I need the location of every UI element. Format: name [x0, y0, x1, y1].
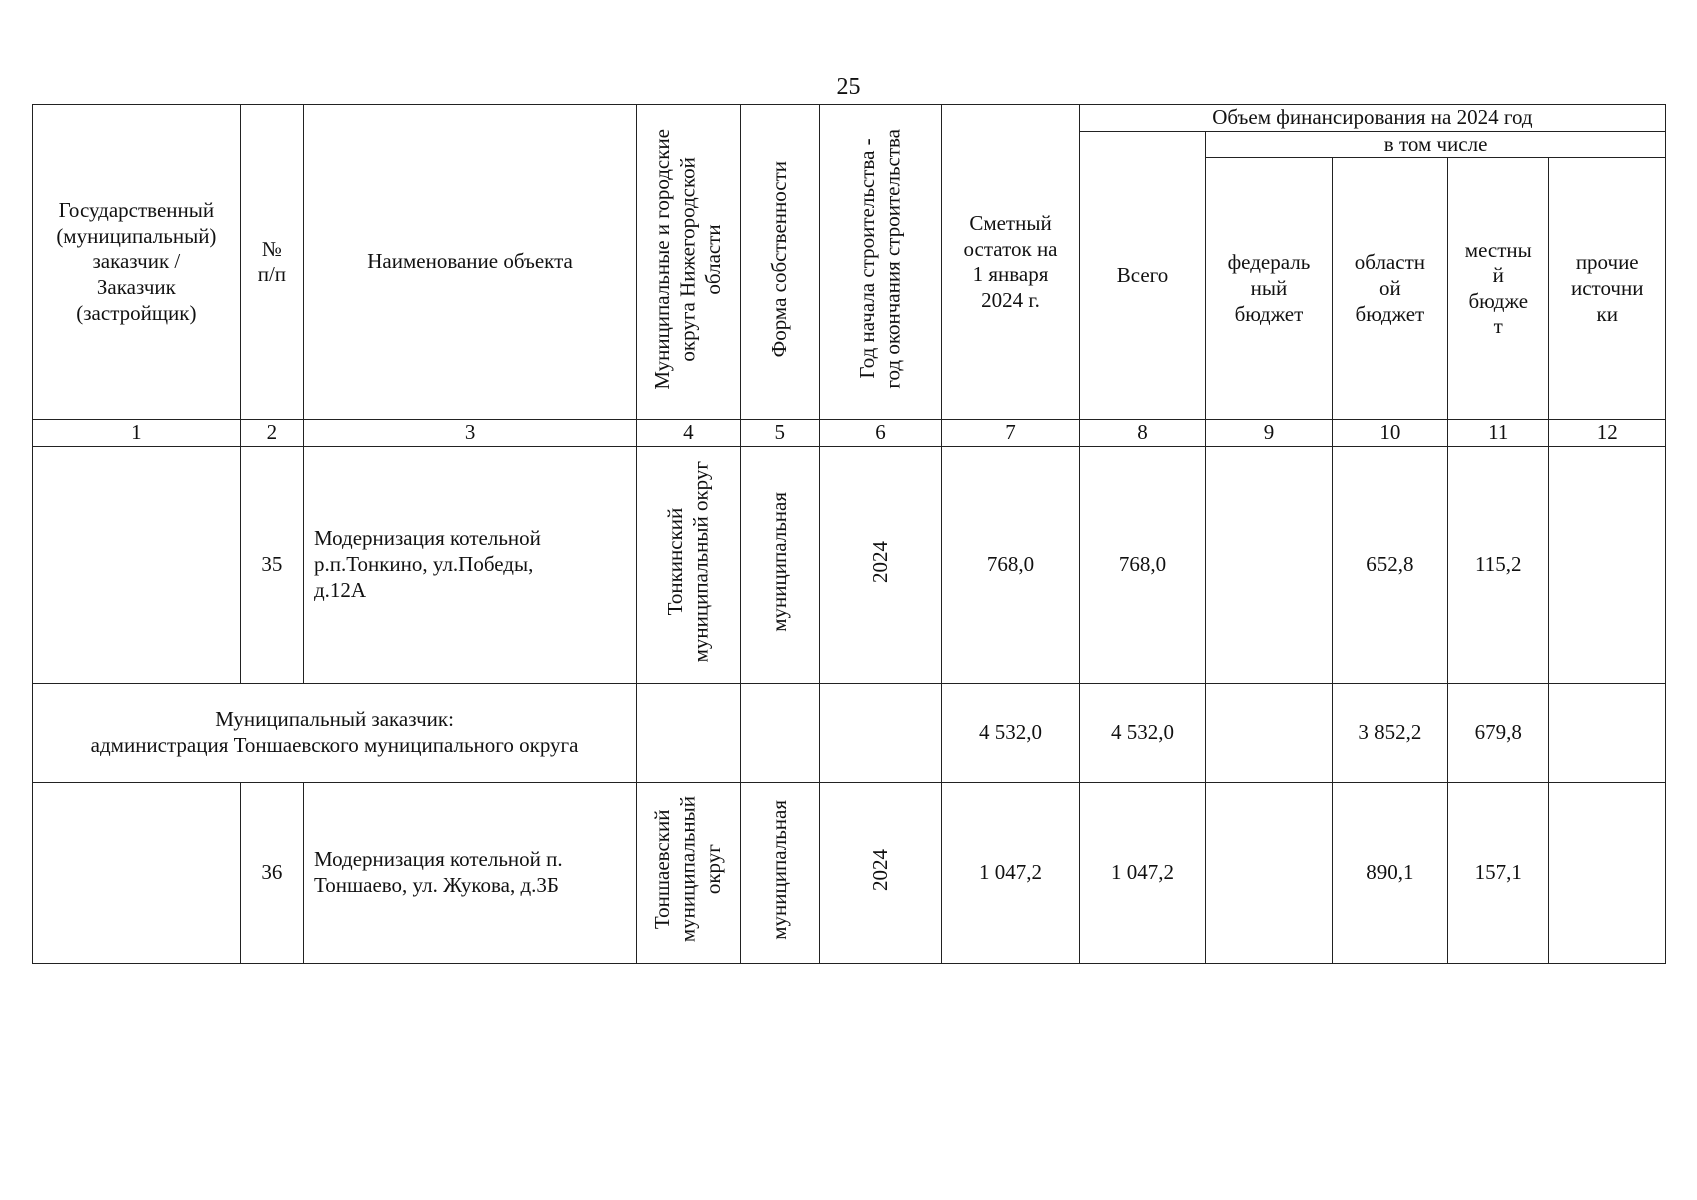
cell-regional: 652,8	[1332, 446, 1447, 683]
cell-ownership	[740, 446, 819, 683]
header-remainder: Сметный остаток на 1 января 2024 г.	[942, 105, 1080, 420]
cell-number: 35	[240, 446, 303, 683]
subtotal-other	[1549, 683, 1666, 782]
cell-local: 157,1	[1448, 782, 1549, 963]
header-customer: Государственный (муниципальный) заказчик / Заказчик (застройщик)	[33, 105, 241, 420]
header-other: прочие источни ки	[1549, 158, 1666, 420]
cell-federal	[1206, 782, 1332, 963]
column-number: 1	[33, 420, 241, 447]
column-number: 11	[1448, 420, 1549, 447]
subtotal-remainder: 4 532,0	[942, 683, 1080, 782]
cell-district	[637, 782, 740, 963]
header-including: в том числе	[1206, 131, 1666, 158]
cell-years-text: 2024	[867, 848, 892, 891]
subtotal-ownership	[740, 683, 819, 782]
cell-federal	[1206, 446, 1332, 683]
cell-ownership-text: муниципальная	[766, 799, 791, 940]
cell-number: 36	[240, 782, 303, 963]
cell-local: 115,2	[1448, 446, 1549, 683]
cell-years	[819, 782, 941, 963]
page-number: 25	[836, 74, 861, 100]
cell-years-text: 2024	[867, 540, 892, 583]
header-district	[637, 105, 740, 420]
subtotal-regional: 3 852,2	[1332, 683, 1447, 782]
cell-other	[1549, 446, 1666, 683]
cell-customer	[33, 782, 241, 963]
subtotal-federal	[1206, 683, 1332, 782]
header-local: местны й бюдже т	[1448, 158, 1549, 420]
column-number: 10	[1332, 420, 1447, 447]
subtotal-row	[33, 683, 1666, 782]
cell-other	[1549, 782, 1666, 963]
header-federal: федераль ный бюджет	[1206, 158, 1332, 420]
column-number: 7	[942, 420, 1080, 447]
header-object-name: Наименование объекта	[303, 105, 636, 420]
cell-object-name: Модернизация котельной п. Тоншаево, ул. Жукова, д.3Б	[303, 782, 636, 963]
header-years	[819, 105, 941, 420]
cell-years	[819, 446, 941, 683]
cell-regional: 890,1	[1332, 782, 1447, 963]
subtotal-years	[819, 683, 941, 782]
header-ownership-text: Форма собственности	[766, 160, 791, 357]
subtotal-total: 4 532,0	[1079, 683, 1205, 782]
header-district-text: Муниципальные и городские округа Нижегородской области	[649, 128, 726, 390]
cell-district-text: Тонкинский муниципальный округ	[662, 460, 713, 663]
column-number-row	[33, 420, 1666, 447]
cell-customer	[33, 446, 241, 683]
column-number: 3	[303, 420, 636, 447]
cell-remainder: 1 047,2	[942, 782, 1080, 963]
column-number: 4	[637, 420, 740, 447]
header-years-text: Год начала строительства - год окончания строительства	[854, 129, 905, 389]
cell-ownership-text: муниципальная	[766, 491, 791, 632]
header-regional: областн ой бюджет	[1332, 158, 1447, 420]
cell-total: 1 047,2	[1079, 782, 1205, 963]
cell-total: 768,0	[1079, 446, 1205, 683]
column-number: 9	[1206, 420, 1332, 447]
table-row	[33, 782, 1666, 963]
column-number: 12	[1549, 420, 1666, 447]
financing-table	[32, 104, 1666, 964]
cell-ownership	[740, 782, 819, 963]
cell-district-text: Тоншаевский муниципальный округ	[649, 796, 726, 943]
column-number: 8	[1079, 420, 1205, 447]
header-number: № п/п	[240, 105, 303, 420]
cell-district	[637, 446, 740, 683]
table-row	[33, 446, 1666, 683]
subtotal-local: 679,8	[1448, 683, 1549, 782]
column-number: 2	[240, 420, 303, 447]
subtotal-label: Муниципальный заказчик: администрация Тоншаевского муниципального округа	[33, 683, 637, 782]
cell-object-name: Модернизация котельной р.п.Тонкино, ул.Победы, д.12А	[303, 446, 636, 683]
subtotal-district	[637, 683, 740, 782]
cell-remainder: 768,0	[942, 446, 1080, 683]
header-ownership	[740, 105, 819, 420]
column-number: 5	[740, 420, 819, 447]
column-number: 6	[819, 420, 941, 447]
header-row-1	[33, 105, 1666, 132]
header-funding-volume: Объем финансирования на 2024 год	[1079, 105, 1665, 132]
header-total: Всего	[1079, 131, 1205, 420]
